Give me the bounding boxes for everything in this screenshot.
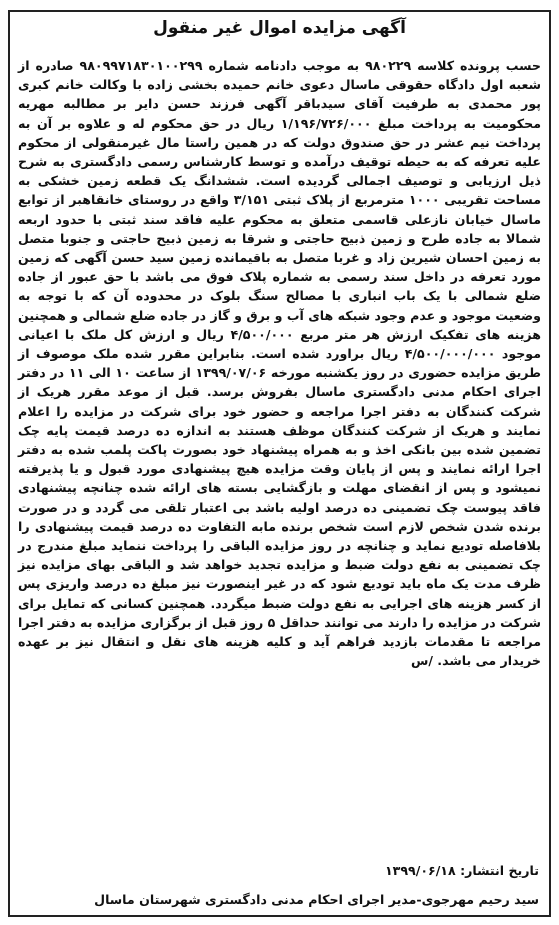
notice-title: آگهی مزایده اموال غیر منقول	[153, 18, 406, 38]
publication-date: تاریخ انتشار: ۱۳۹۹/۰۶/۱۸	[384, 863, 539, 878]
signature-line: سید رحیم مهرجوی-مدیر اجرای احکام مدنی دادگستری شهرستان ماسال	[94, 892, 539, 907]
notice-body: حسب پرونده کلاسه ۹۸۰۲۲۹ به موجب دادنامه شماره ۹۸۰۹۹۷۱۸۳۰۱۰۰۲۹۹ صادره از شعبه اول دادگاه حقوقی ماسال دعوی خانم حمیده بخشی زاده با وکالت خانم کبری پور محمدی به طرفیت آقای سیدباقر آگهی فرزند حسن دایر بر مطالبه مهریه محکومیت به پرداخت مبلغ ۱/۱۹۶/۷۲۶/۰۰۰ ریال در حق محکوم له و علاوه بر آن به پرداخت نیم عشر در حق صندوق دولت که در همین راستا مال غیرمنقولی از محکوم علیه تعرفه که به حیطه توقیف درآمده و توسط کارشناس رسمی دادگستری به شرح ذیل ارزیابی و توصیف اجمالی گردیده است. ششدانگ یک قطعه زمین خشکی به مساحت تقریبی ۱۰۰۰ مترمربع از پلاک ثبتی ۳/۱۵۱ واقع در روستای خانقاهبر از توابع ماسال خیابان نازعلی قاسمی متعلق به محکوم علیه فاقد سند ثبتی با حدود اربعه شمالا به جاده طرح و زمین ذبیح حاجتی و شرقا به زمین ذبیح حاجتی و جنوبا متصل به زمین احسان شیرین زاد و غربا متصل به باقیمانده زمین سید حسن آگهی که زمین مورد تعرفه در داخل سند رسمی به شماره پلاک فوق می باشد با حق عبور از جاده ضلع شمالی با یک باب انباری با مصالح سنگ بلوک در محدوده آن که با توجه به وضعیت موجود و عدم وجود شبکه های آب و برق و گاز در جاده ضلع شمالی و همچنین هزینه های تفکیک ارزش هر متر مربع ۴/۵۰۰/۰۰۰ ریال و ارزش کل ملک با اعیانی موجود ۴/۵۰۰/۰۰۰/۰۰۰ ریال براورد شده است. بنابراین مقرر شده ملک موصوف از طریق مزایده حضوری در روز یکشنبه مورخه ۱۳۹۹/۰۷/۰۶ از ساعت ۱۰ الی ۱۱ در دفتر اجرای احکام مدنی دادگستری ماسال بفروش برسد. قبل از موعد مقرر هریک از شرکت کنندگان به دفتر اجرا مراجعه و حضور خود برای شرکت در مزایده را اعلام نمایند و هریک از شرکت کنندگان موظف هستند به اندازه ده درصد قیمت پایه چک تضمین شده بین بانکی اخذ و به همراه پیشنهاد خود بصورت پاکت پلمب شده به دفتر اجرا ارائه نمایند و پس از پایان وقت مزایده هیچ پیشنهادی مورد قبول و یا پذیرفته نمیشود و پس از انقضای مهلت و بازگشایی بسته های ارائه شده چنانچه پیشنهادی فاقد پیوست چک تضمینی ده درصد اولیه باشد بی اعتبار تلقی می گردد و در صورت برنده شدن شخص لازم است شخص برنده مابه التفاوت ده درصد قیمت پیشنهادی را بلافاصله تودیع نماید و چنانچه در روز مزایده الباقی را پرداخت ننماید مبلغ مندرج در چک تضمینی به نفع دولت ضبط و مزایده تجدید خواهد شد و الباقی بهای مزایده نیز ظرف مدت یک ماه باید تودیع شود که در غیر اینصورت نیز مبلغ ده درصد واریزی پس از کسر هزینه های اجرایی به نفع دولت ضبط میگردد. همچنین کسانی که تمایل برای شرکت در مزایده را دارند می توانند حداقل ۵ روز قبل از برگزاری مزایده به دفتر اجرا مراجعه تا مقدمات بازدید فراهم آید و کلیه هزینه های نقل و انتقال نیز بر عهده خریدار می باشد. /س	[18, 58, 541, 669]
